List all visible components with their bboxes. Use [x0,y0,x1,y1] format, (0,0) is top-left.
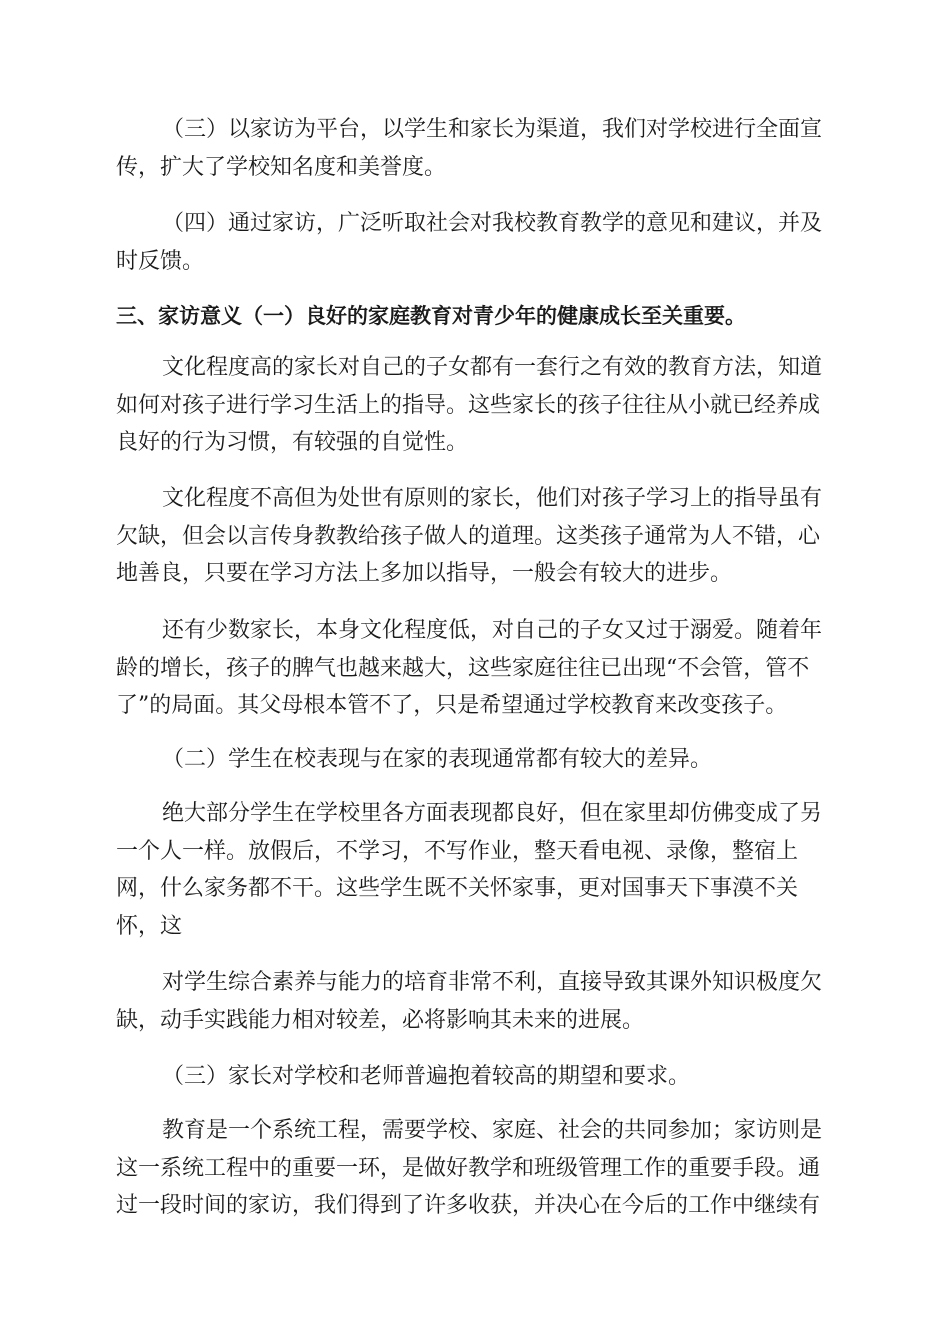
heading-text: 三、家访意义（一）良好的家庭教育对青少年的健康成长至关重要。 [116,304,746,328]
text-line: 欠缺，但会以言传身教教给孩子做人的道理。这类孩子通常为人不错，心 [116,523,821,549]
paragraph-system-engineering [116,1112,836,1225]
text-line: 还有少数家长，本身文化程度低，对自己的子女又过于溺爱。随着年 [162,618,823,643]
text-line: 时反馈。 [116,248,205,274]
text-line: 地善良，只要在学习方法上多加以指导，一般会有较大的进步。 [116,561,733,586]
text-line: 这一系统工程中的重要一环，是做好教学和班级管理工作的重要手段。通 [116,1155,821,1181]
paragraph-educated-parents [116,349,836,462]
text-line: 了”的局面。其父母根本管不了，只是希望通过学校教育来改变孩子。 [116,693,788,718]
text-line: 文化程度不高但为处世有原则的家长，他们对孩子学习上的指导虽有 [162,486,823,511]
paragraph-feedback [116,205,836,280]
text-line: 怀，这 [116,913,183,939]
paragraph-consequences [116,964,836,1039]
text-line: 龄的增长，孩子的脾气也越来越大，这些家庭往往已出现“不会管，管不 [116,655,810,681]
text-line: 对学生综合素养与能力的培育非常不利，直接导致其课外知识极度欠 [162,970,823,995]
text-line: 绝大部分学生在学校里各方面表现都良好，但在家里却仿佛变成了另 [162,801,823,826]
subheading-parent-expectations [116,1058,836,1096]
text-line: 文化程度高的家长对自己的子女都有一套行之有效的教育方法，知道 [162,355,823,380]
text-line: 一个人一样。放假后，不学习，不写作业，整天看电视、录像，整宿上 [116,838,799,864]
text-line: 网，什么家务都不干。这些学生既不关怀家事，更对国事天下事漠不关 [116,876,799,901]
text-line: 教育是一个系统工程，需要学校、家庭、社会的共同参加；家访则是 [162,1118,823,1143]
text-line: （四）通过家访，广泛听取社会对我校教育教学的意见和建议，并及 [162,211,823,236]
paragraph-students-at-home [116,795,836,945]
paragraph-publicity [116,111,836,186]
text-line: 如何对孩子进行学习生活上的指导。这些家长的孩子往往从小就已经养成 [116,392,821,418]
paragraph-doting-parents [116,612,836,725]
text-line: （二）学生在校表现与在家的表现通常都有较大的差异。 [162,747,713,772]
text-line: 传，扩大了学校知名度和美誉度。 [116,154,447,180]
text-line: （三）以家访为平台，以学生和家长为渠道，我们对学校进行全面宣 [162,117,823,142]
paragraph-principled-parents [116,480,836,593]
text-line: 过一段时间的家访，我们得到了许多收获，并决心在今后的工作中继续有 [116,1193,821,1218]
section-heading [116,298,836,336]
text-line: （三）家长对学校和老师普遍抱着较高的期望和要求。 [162,1064,691,1089]
subheading-behavior-difference [116,741,836,779]
text-line: 良好的行为习惯，有较强的自觉性。 [116,430,469,455]
text-line: 缺，动手实践能力相对较差，必将影响其未来的进展。 [116,1007,645,1033]
